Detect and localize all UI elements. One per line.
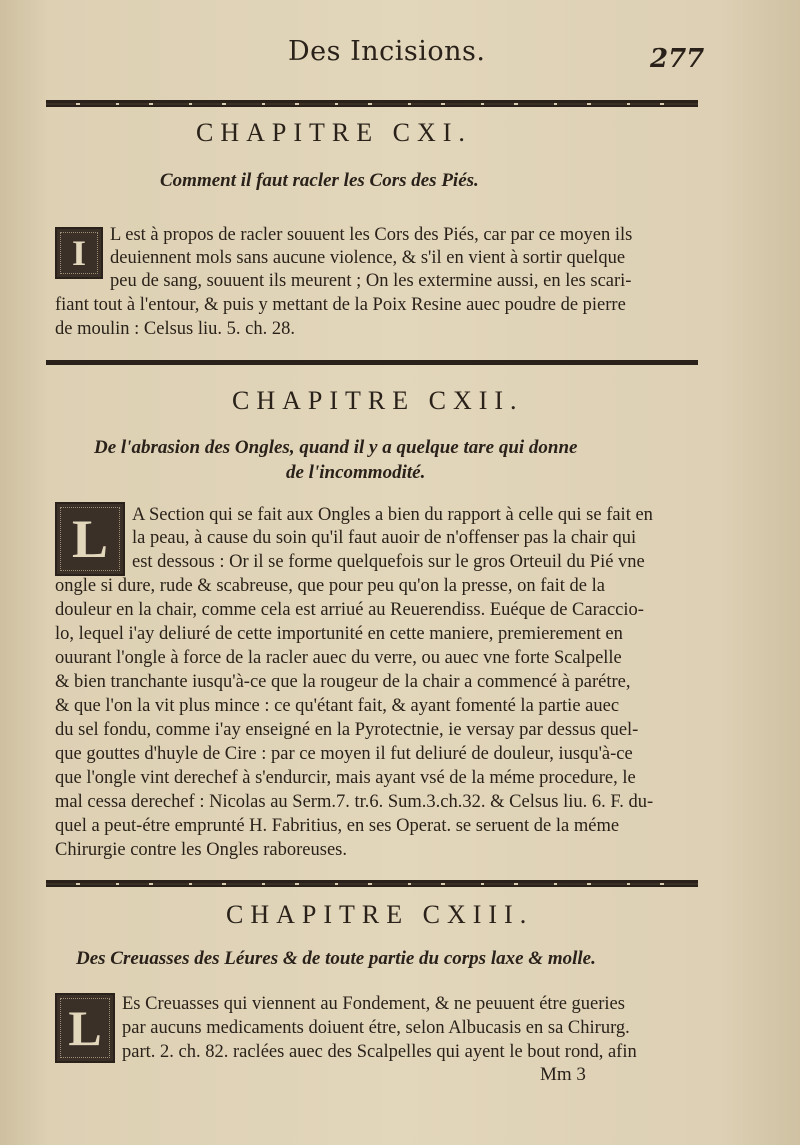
text-line: ouurant l'ongle à force de la racler auec du verre, ou auec vne forte Scalpelle — [55, 648, 622, 668]
text-line: Chirurgie contre les Ongles raboreuses. — [55, 840, 347, 860]
text-line: part. 2. ch. 82. raclées auec des Scalpelles qui ayent le bout rond, afin — [122, 1042, 637, 1062]
text-line: de moulin : Celsus liu. 5. ch. 28. — [55, 319, 295, 339]
text-line: & bien tranchante iusqu'à-ce que la rougeur de la chair a commencé à parétre, — [55, 672, 631, 692]
running-head: Des Incisions. — [288, 36, 486, 67]
drop-cap: L — [55, 993, 115, 1063]
text-line: douleur en la chair, comme cela est arriué au Reuerendiss. Euéque de Caraccio- — [55, 600, 644, 620]
text-line: L est à propos de racler souuent les Cors des Piés, car par ce moyen ils — [110, 225, 633, 245]
text-line: A Section qui se fait aux Ongles a bien du rapport à celle qui se fait en — [132, 505, 653, 525]
text-line: lo, lequel i'ay deliuré de cette importunité en cette maniere, premierement en — [55, 624, 623, 644]
chapter-subtitle: De l'abrasion des Ongles, quand il y a quelque tare qui donne — [94, 437, 578, 458]
text-line: que l'ongle vint derechef à s'endurcir, mais ayant vsé de la méme procedure, le — [55, 768, 636, 788]
text-line: peu de sang, souuent ils meurent ; On les extermine aussi, en les scari- — [110, 271, 632, 291]
chapter-subtitle: Des Creuasses des Léures & de toute partie du corps laxe & molle. — [76, 948, 596, 969]
chapter-subtitle: Comment il faut racler les Cors des Piés. — [160, 170, 479, 191]
signature-mark: Mm 3 — [540, 1064, 586, 1085]
text-line: fiant tout à l'entour, & puis y mettant de la Poix Resine auec poudre de pierre — [55, 295, 626, 315]
page-number: 277 — [650, 44, 705, 74]
text-line: du sel fondu, comme i'ay enseigné en la Pyrotectnie, ie versay par dessus quel- — [55, 720, 639, 740]
drop-cap: I — [55, 227, 103, 279]
text-line: est dessous : Or il se forme quelquefois sur le gros Orteuil du Pié vne — [132, 552, 645, 572]
text-line: que gouttes d'huyle de Cire : par ce moyen il fut deliuré de douleur, iusqu'à-ce — [55, 744, 633, 764]
chapter-heading: CHAPITRE CXIII. — [226, 900, 534, 929]
text-line: la peau, à cause du soin qu'il faut auoir de n'offenser pas la chair qui — [132, 528, 637, 548]
chapter-subtitle: de l'incommodité. — [286, 462, 426, 483]
text-line: Es Creuasses qui viennent au Fondement, & ne peuuent étre gueries — [122, 994, 625, 1014]
text-line: mal cessa derechef : Nicolas au Serm.7. tr.6. Sum.3.ch.32. & Celsus liu. 6. F. du- — [55, 792, 654, 812]
drop-cap: L — [55, 502, 125, 576]
text-line: & que l'on la vit plus mince : ce qu'étant fait, & ayant fomenté la partie auec — [55, 696, 620, 716]
text-line: deuiennent mols sans aucune violence, & s'il en vient à sortir quelque — [110, 248, 626, 268]
text-line: ongle si dure, rude & scabreuse, que pour peu qu'on la presse, on fait de la — [55, 576, 605, 596]
ornamental-rule — [46, 100, 698, 107]
ornamental-rule — [46, 360, 698, 365]
text-line: quel a peut-étre emprunté H. Fabritius, en ses Operat. se seruent de la méme — [55, 816, 620, 836]
text-line: par aucuns medicaments doiuent étre, selon Albucasis en sa Chirurg. — [122, 1018, 630, 1038]
chapter-heading: CHAPITRE CXI. — [196, 118, 472, 147]
chapter-heading: CHAPITRE CXII. — [232, 386, 524, 415]
ornamental-rule — [46, 880, 698, 887]
